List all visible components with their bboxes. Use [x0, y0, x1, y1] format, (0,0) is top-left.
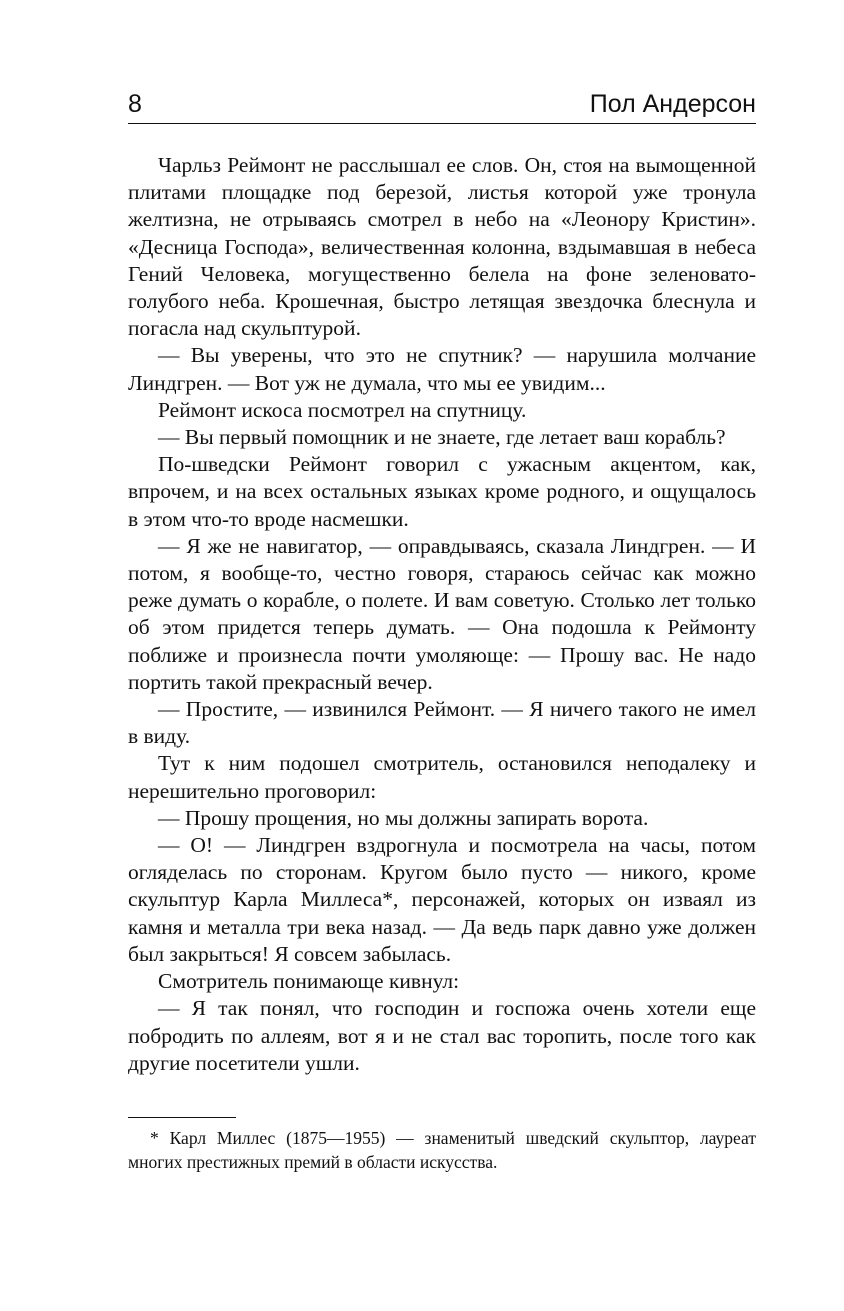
paragraph: — Я так понял, что господин и госпожа очень хотели еще побродить по аллеям, вот я и не стал вас торопить, после того как другие посетители ушли.	[128, 996, 756, 1075]
page-number: 8	[128, 90, 142, 118]
paragraph: Реймонт искоса посмотрел на спутницу.	[158, 397, 527, 422]
paragraph: По-шведски Реймонт говорил с ужасным акцентом, как, впрочем, и на всех остальных языках кроме родного, и ощущалось в этом что-то вроде насмешки.	[128, 452, 756, 531]
paragraph: Смотритель понимающе кивнул:	[158, 969, 460, 994]
page-header	[128, 86, 756, 122]
footnote	[128, 1126, 756, 1174]
paragraph: — Я же не навигатор, — оправдываясь, сказала Линдгрен. — И потом, я вообще-то, честно говоря, стараюсь сейчас как можно реже думать о корабле, о полете. И вам советую. Столько лет только об этом придется теперь думать. — Она подошла к Реймонту поближе и произнесла почти умоляюще: — Прошу вас. Не надо портить такой прекрасный вечер.	[128, 533, 756, 694]
paragraph: Чарльз Реймонт не расслышал ее слов. Он, стоя на вымощенной плитами площадке под березой, листья которой уже тронула желтизна, не отрываясь смотрел в небо на «Леонору Кристин». «Десница Господа», величественная колонна, вздымавшая в небеса Гений Человека, могущественно белела на фоне зеленовато-голубого неба. Крошечная, быстро летящая звездочка блеснула и погасла над скульптурой.	[128, 153, 756, 341]
body-text	[128, 152, 756, 1077]
paragraph: — Простите, — извинился Реймонт. — Я ничего такого не имел в виду.	[128, 697, 756, 749]
footnote-text: * Карл Миллес (1875—1955) — знаменитый шведский скульптор, лауреат многих престижных премий в области искусства.	[128, 1128, 756, 1172]
paragraph: — Прошу прощения, но мы должны запирать ворота.	[158, 805, 649, 830]
footnote-rule	[128, 1117, 236, 1118]
running-head: Пол Андерсон	[589, 90, 756, 118]
paragraph: — Вы уверены, что это не спутник? — нарушила молчание Линдгрен. — Вот уж не думала, что мы ее увидим...	[128, 343, 756, 395]
header-rule	[128, 123, 756, 124]
paragraph: Тут к ним подошел смотритель, остановился неподалеку и нерешительно проговорил:	[128, 751, 756, 803]
paragraph: — О! — Линдгрен вздрогнула и посмотрела на часы, потом огляделась по сторонам. Кругом было пусто — никого, кроме скульптур Карла Миллеса*, персонажей, которых он изваял из камня и металла три века назад. — Да ведь парк давно уже должен был закрыться! Я совсем забылась.	[128, 833, 756, 966]
paragraph: — Вы первый помощник и не знаете, где летает ваш корабль?	[158, 425, 726, 450]
